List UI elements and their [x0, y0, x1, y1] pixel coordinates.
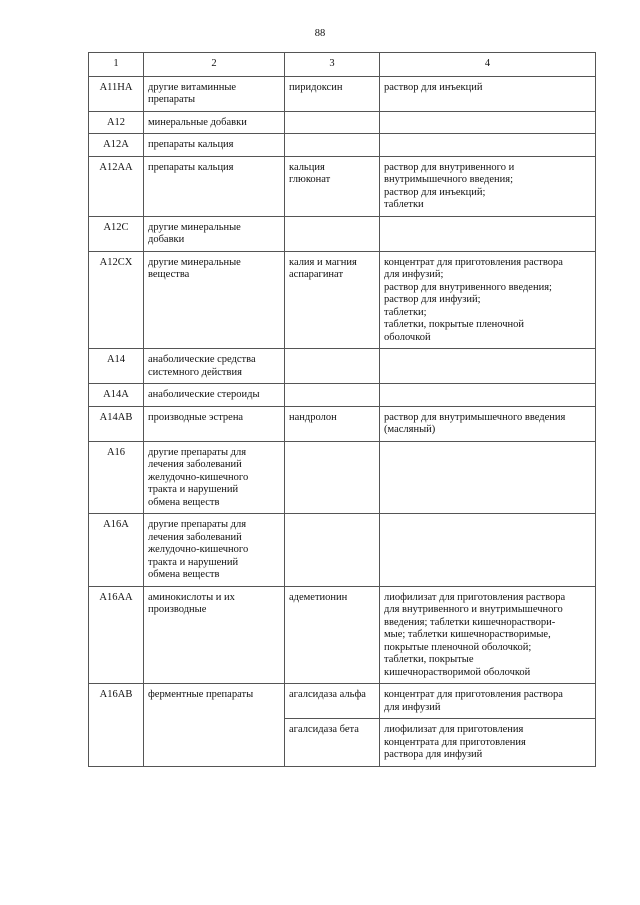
atc-code-cell: A14A: [89, 384, 144, 407]
substance-cell: [285, 349, 380, 384]
substance-cell: [285, 441, 380, 514]
table-row: [89, 441, 596, 514]
table-row: [89, 156, 596, 216]
dosage-form-cell: [380, 514, 596, 587]
substance-cell: пиридоксин: [285, 76, 380, 111]
column-header-4: 4: [380, 53, 596, 77]
dosage-form-cell: лиофилизат для приготовления концентрата для приготовления раствора для инфузий: [380, 719, 596, 767]
substance-cell: агалсидаза бета: [285, 719, 380, 767]
atc-code-cell: A16: [89, 441, 144, 514]
atc-code-cell: A12AA: [89, 156, 144, 216]
atc-code-cell: A11HA: [89, 76, 144, 111]
column-header-1: 1: [89, 53, 144, 77]
group-cell: препараты кальция: [144, 134, 285, 157]
group-cell: аминокислоты и их производные: [144, 586, 285, 684]
dosage-form-cell: лиофилизат для приготовления раствора для внутривенного и внутримышечного введения; таблетки кишечнораствори- мые; таблетки кишечнорастворимые, покрытые пленочной оболочкой; таблетки, покрытые кишечнорастворимой оболочкой: [380, 586, 596, 684]
dosage-form-cell: [380, 384, 596, 407]
substance-cell: [285, 134, 380, 157]
group-cell: ферментные препараты: [144, 684, 285, 767]
atc-code-cell: A12CX: [89, 251, 144, 349]
group-cell: другие препараты для лечения заболеваний желудочно-кишечного тракта и нарушений обмена веществ: [144, 441, 285, 514]
atc-code-cell: A16AB: [89, 684, 144, 767]
atc-code-cell: A16A: [89, 514, 144, 587]
table-row: [89, 134, 596, 157]
atc-code-cell: A16AA: [89, 586, 144, 684]
table-row: [89, 586, 596, 684]
atc-code-cell: A12: [89, 111, 144, 134]
table-row: [89, 514, 596, 587]
page-number: 88: [314, 28, 326, 39]
substance-cell: [285, 514, 380, 587]
substance-cell: агалсидаза альфа: [285, 684, 380, 719]
dosage-form-cell: концентрат для приготовления раствора для инфузий; раствор для внутривенного введения; раствор для инфузий; таблетки; таблетки, покрытые пленочной оболочкой: [380, 251, 596, 349]
dosage-form-cell: [380, 111, 596, 134]
table-row: [89, 76, 596, 111]
dosage-form-cell: [380, 216, 596, 251]
substance-cell: [285, 111, 380, 134]
substance-cell: [285, 384, 380, 407]
atc-code-cell: A12A: [89, 134, 144, 157]
table-row: [89, 384, 596, 407]
substance-cell: [285, 216, 380, 251]
group-cell: другие препараты для лечения заболеваний желудочно-кишечного тракта и нарушений обмена веществ: [144, 514, 285, 587]
group-cell: минеральные добавки: [144, 111, 285, 134]
dosage-form-cell: раствор для внутримышечного введения (масляный): [380, 406, 596, 441]
column-header-2: 2: [144, 53, 285, 77]
substance-cell: нандролон: [285, 406, 380, 441]
group-cell: анаболические средства системного действия: [144, 349, 285, 384]
group-cell: производные эстрена: [144, 406, 285, 441]
dosage-form-cell: раствор для внутривенного и внутримышечного введения; раствор для инъекций; таблетки: [380, 156, 596, 216]
group-cell: анаболические стероиды: [144, 384, 285, 407]
table-row: [89, 216, 596, 251]
drug-table: [88, 52, 596, 767]
dosage-form-cell: [380, 441, 596, 514]
substance-cell: кальция глюконат: [285, 156, 380, 216]
group-cell: другие минеральные вещества: [144, 251, 285, 349]
atc-code-cell: A12C: [89, 216, 144, 251]
group-cell: препараты кальция: [144, 156, 285, 216]
table-row: [89, 251, 596, 349]
table-row: [89, 111, 596, 134]
dosage-form-cell: [380, 134, 596, 157]
substance-cell: адеметионин: [285, 586, 380, 684]
group-cell: другие минеральные добавки: [144, 216, 285, 251]
dosage-form-cell: [380, 349, 596, 384]
group-cell: другие витаминные препараты: [144, 76, 285, 111]
dosage-form-cell: концентрат для приготовления раствора для инфузий: [380, 684, 596, 719]
substance-cell: калия и магния аспарагинат: [285, 251, 380, 349]
table-row: [89, 406, 596, 441]
dosage-form-cell: раствор для инъекций: [380, 76, 596, 111]
table-row: [89, 349, 596, 384]
column-header-3: 3: [285, 53, 380, 77]
atc-code-cell: A14AB: [89, 406, 144, 441]
table-header-row: [89, 53, 596, 77]
atc-code-cell: A14: [89, 349, 144, 384]
table-row: [89, 684, 596, 719]
